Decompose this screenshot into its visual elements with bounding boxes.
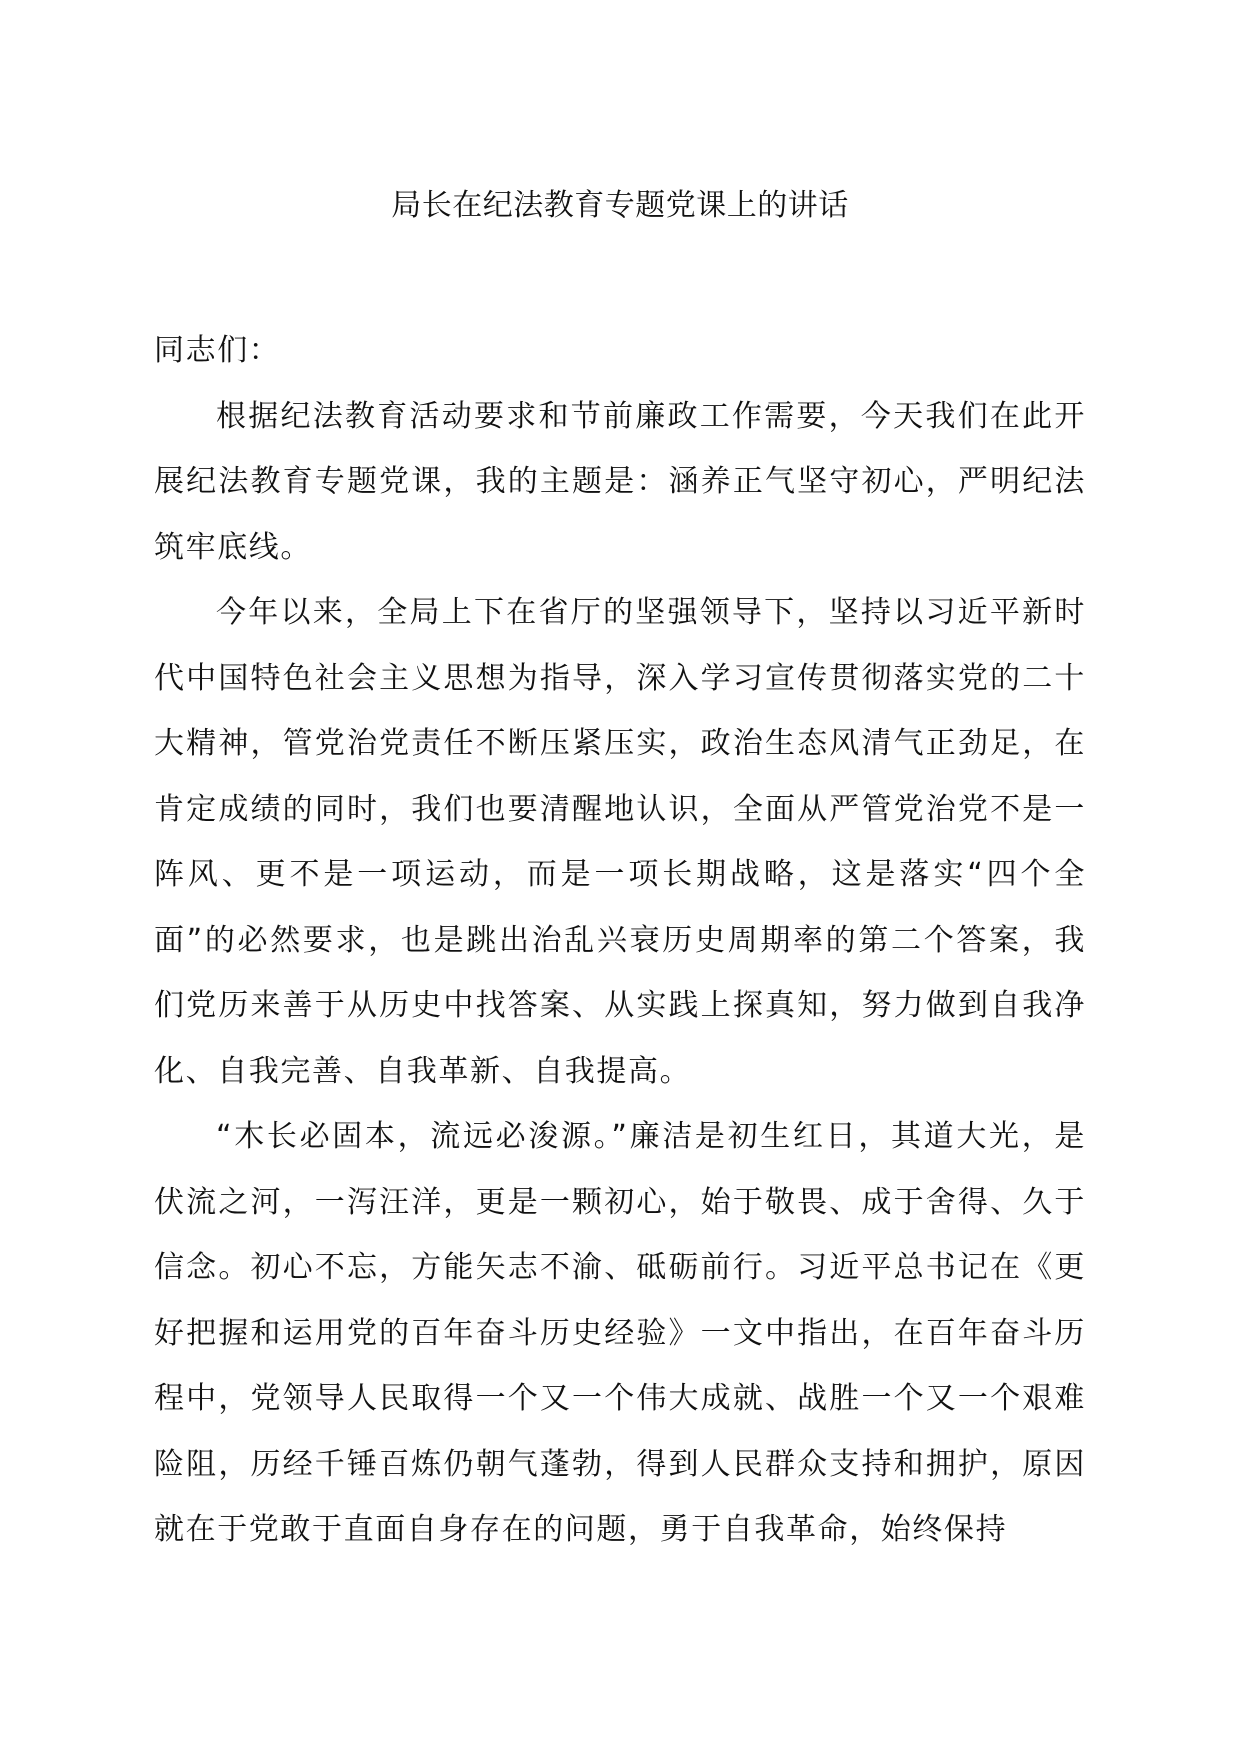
paragraph-3: “木长必固本，流远必浚源。”廉洁是初生红日，其道大光，是伏流之河，一泻汪洋，更是一颗初心，始于敬畏、成于舍得、久于信念。初心不忘，方能矢志不渝、砥砺前行。习近平总书记在《更好把握和运用党的百年奋斗历史经验》一文中指出，在百年奋斗历程中，党领导人民取得一个又一个伟大成就、战胜一个又一个艰难险阻，历经千锤百炼仍朝气蓬勃，得到人民群众支持和拥护，原因就在于党敢于直面自身存在的问题，勇于自我革命，始终保持 (154, 1119, 1086, 1547)
paragraph-1: 根据纪法教育活动要求和节前廉政工作需要，今天我们在此开展纪法教育专题党课，我的主题是：涵养正气坚守初心，严明纪法筑牢底线。 (154, 398, 1086, 565)
paragraph-2: 今年以来，全局上下在省厅的坚强领导下，坚持以习近平新时代中国特色社会主义思想为指导，深入学习宣传贯彻落实党的二十大精神，管党治党责任不断压紧压实，政治生态风清气正劲足，在肯定成绩的同时，我们也要清醒地认识，全面从严管党治党不是一阵风、更不是一项运动，而是一项长期战略，这是落实“四个全面”的必然要求，也是跳出治乱兴衰历史周期率的第二个答案，我们党历来善于从历史中找答案、从实践上探真知，努力做到自我净化、自我完善、自我革新、自我提高。 (154, 595, 1086, 1089)
salutation: 同志们： (154, 333, 281, 368)
document-body (154, 318, 1086, 1563)
document-title: 局长在纪法教育专题党课上的讲话 (391, 188, 849, 223)
